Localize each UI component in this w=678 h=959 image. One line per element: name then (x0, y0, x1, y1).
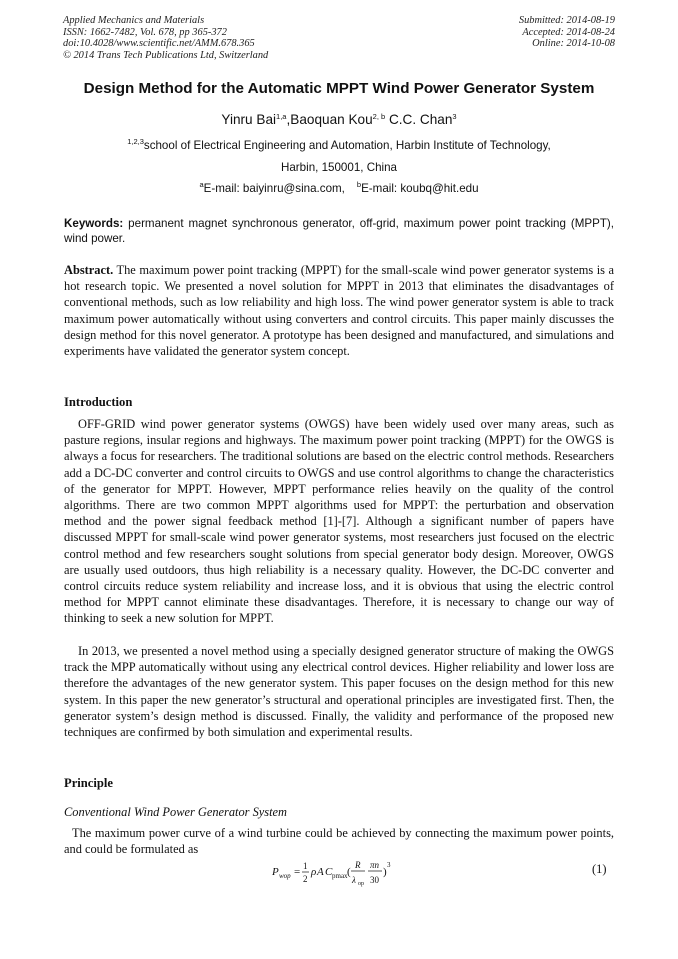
affiliation-mark: 1,2,3 (127, 137, 144, 146)
affiliation-city: Harbin, 150001, China (280, 161, 398, 174)
author-name: Yinru Bai (221, 112, 277, 127)
abstract (64, 262, 614, 359)
principle-paragraph-1: The maximum power curve of a wind turbine could be achieved by connecting the maximum power points, and could be formulated as (64, 826, 614, 857)
section-heading-introduction: Introduction (64, 395, 133, 409)
eq-frac3-num: πn (370, 860, 380, 870)
subsection-heading: Conventional Wind Power Generator System (64, 805, 288, 819)
author-list (40, 112, 638, 127)
journal-name: Applied Mechanics and Materials (63, 15, 205, 26)
eq-rho: ρ (311, 866, 317, 878)
journal-copyright: © 2014 Trans Tech Publications Ltd, Switzerland (63, 49, 269, 61)
introduction-paragraph-1: OFF-GRID wind power generator systems (OWGS) have been widely used over many areas, such as pasture regions, insular regions and highways. The maximum power point tracking (MPPT) for the OWGS is always a focus for researchers. The traditional solutions are based on the electric control methods. Researchers add a DC-DC converter and control circuits to OWGS and use control algorithms to change the characteristics of the generator for MPPT. However, MPPT performance relies heavily on the quality of the control algorithms. There are two common MPPT algorithms used for MPPT: the perturbation and observation method and the power signal feedback method [1]-[7]. Although a significant number of papers have discussed MPPT for small-scale wind power generator systems, most researchers just focused on the electric control method and few researchers sought solutions from special generator body design. Moreover, OWGS are usually used outdoors, thus high reliability is a necessary quality. However, the DC-DC converter and control circuits reduce system reliability and increase loss, and it is obvious that using the electric control method for MPPT cannot eliminate these disadvantages. Therefore, it is necessary to change our way of thinking to seek a new solution for MPPT. (64, 417, 614, 626)
keywords (64, 216, 614, 246)
equation-number: (1) (592, 862, 607, 876)
eq-frac3-den: 30 (370, 875, 379, 885)
email-mark: a (199, 180, 204, 189)
author-name: C.C. Chan (385, 112, 453, 127)
email-mark: b (356, 180, 362, 189)
eq-frac2-num: R (355, 860, 361, 870)
journal-info (63, 15, 268, 61)
eq-coeff-subscript: pmax (332, 872, 348, 880)
abstract-label: Abstract. (64, 263, 114, 277)
equation-1 (270, 857, 410, 889)
email-b[interactable]: E-mail: koubq@hit.edu (361, 182, 479, 195)
email-line (40, 182, 638, 195)
author-affiliation-mark: 2, b (372, 112, 386, 121)
eq-area: A (317, 866, 324, 878)
abstract-text: The maximum power point tracking (MPPT) for the small-scale wind power generator systems is a hot research topic. We presented a novel solution for MPPT in 2013 that eliminates the disadvantages of conventional methods, such as low reliability and high loss. The wind power generator system is able to track maximum power automatically without using converters and control circuits. This paper mainly discusses the design method for this novel generator. A prototype has been designed and manufactured, and simulations and experiments have validated the generator system concept. (64, 263, 614, 359)
submitted-date: Submitted: 2014-08-19 (518, 15, 615, 26)
eq-equals: = (294, 866, 301, 878)
author-name: ,Baoquan Kou (286, 112, 373, 127)
eq-left-paren: ( (347, 866, 351, 878)
eq-exponent: 3 (387, 861, 391, 869)
affiliation-text: school of Electrical Engineering and Automation, Harbin Institute of Technology, (143, 139, 551, 152)
affiliation-line (40, 139, 638, 152)
eq-frac2-den-subscript: op (358, 881, 364, 887)
eq-right-paren: ) (383, 866, 387, 878)
email-a[interactable]: E-mail: baiyinru@sina.com, (203, 182, 345, 195)
submission-dates (519, 15, 615, 50)
eq-frac1-den: 2 (303, 874, 308, 884)
journal-doi: doi:10.4028/www.scientific.net/AMM.678.365 (63, 38, 255, 50)
eq-power-subscript: wop (279, 872, 291, 880)
introduction-paragraph-2: In 2013, we presented a novel method using a specially designed generator structure of making the OWGS track the MPP automatically without using any electrical control devices. Higher reliability and lower loss are therefore the advantages of the new generator system. This paper focuses on the design method for this new system. In this paper the new generator’s structural and operational principles are investigated first. Then, the generator system’s design method is discussed. Finally, the validity and performance of the proposed new techniques are confirmed by both simulation and experimental results. (64, 644, 614, 740)
journal-issn: ISSN: 1662-7482, Vol. 678, pp 365-372 (63, 26, 227, 38)
eq-frac2-den: λ (352, 875, 356, 885)
online-date: Online: 2014-10-08 (532, 38, 615, 50)
keywords-label: Keywords: (64, 217, 124, 230)
section-heading-principle: Principle (64, 776, 113, 790)
accepted-date: Accepted: 2014-08-24 (522, 26, 615, 38)
eq-frac1-num: 1 (303, 861, 308, 871)
author-affiliation-mark: 3 (452, 112, 457, 121)
author-affiliation-mark: 1,a (276, 112, 287, 121)
eq-coeff: C (325, 866, 333, 878)
paper-title: Design Method for the Automatic MPPT Wind Power Generator System (83, 80, 595, 97)
eq-power-symbol: P (272, 866, 279, 878)
keywords-text: permanent magnet synchronous generator, off-grid, maximum power point tracking (MPPT), wind power. (64, 217, 614, 246)
